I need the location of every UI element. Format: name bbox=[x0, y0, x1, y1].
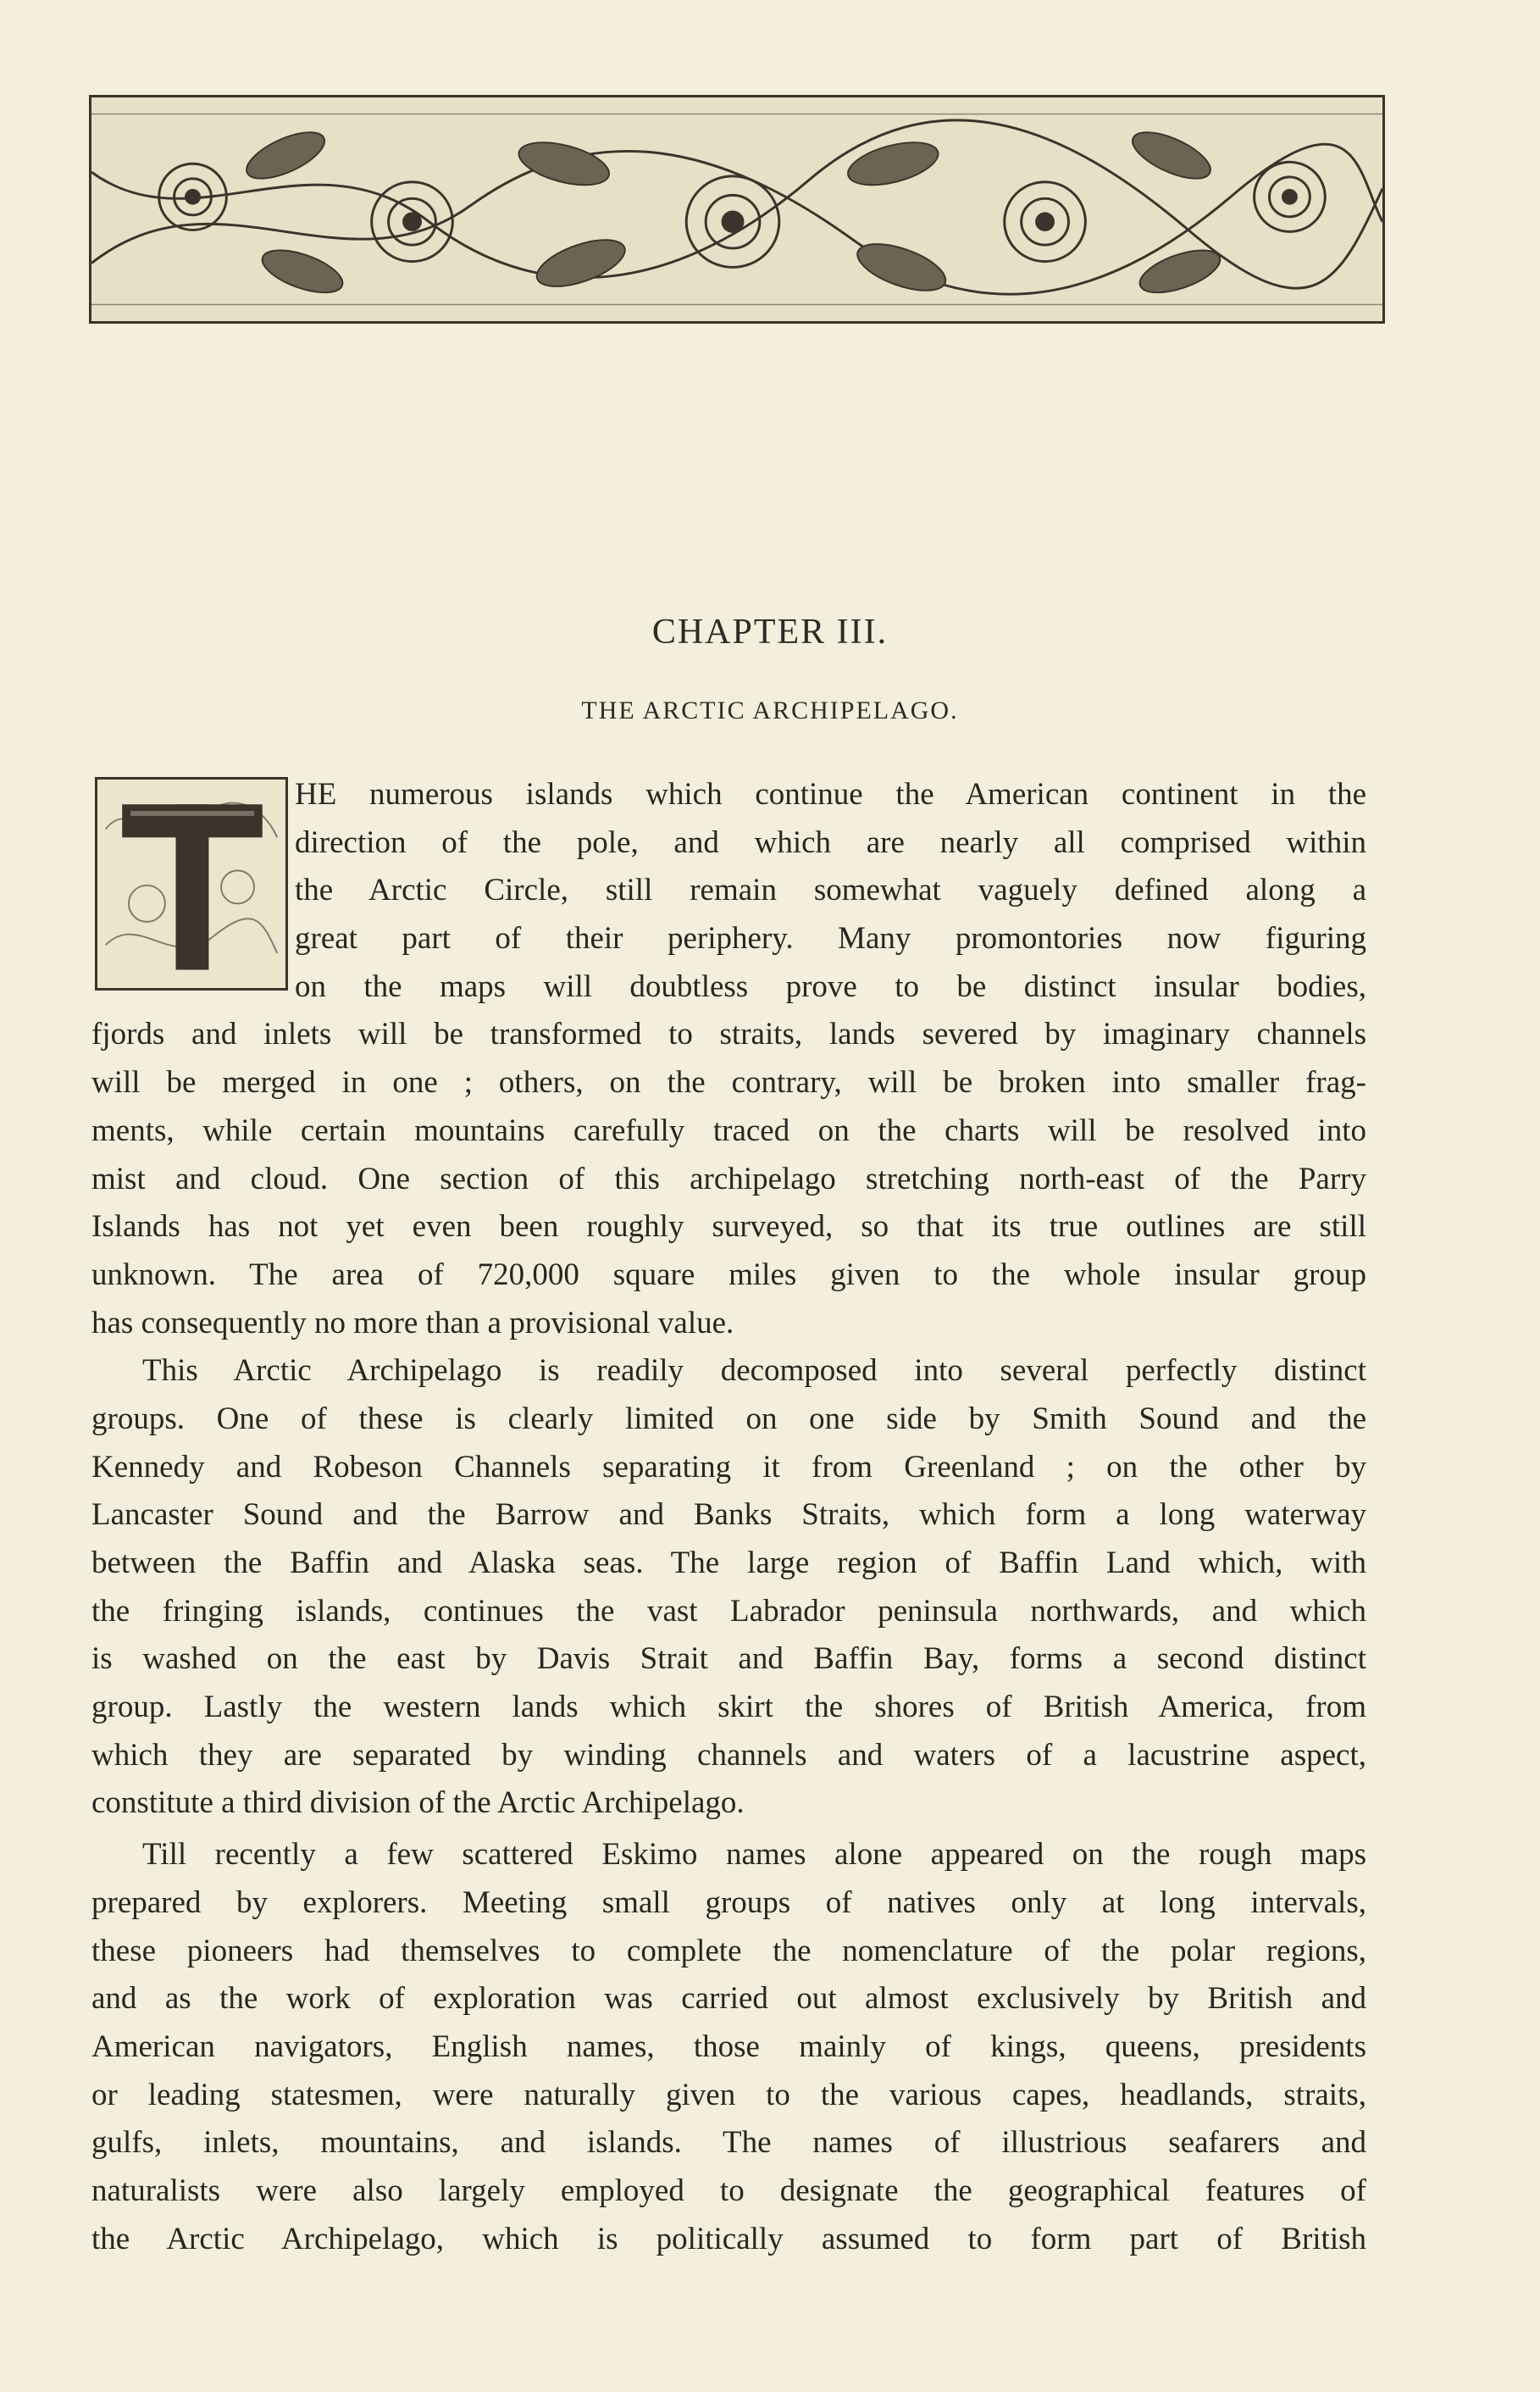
text-line: the fringing islands, continues the vast Labrador peninsula northwards, and which bbox=[91, 1593, 1366, 1629]
rose-vine-icon bbox=[91, 97, 1382, 321]
chapter-body bbox=[91, 771, 1366, 2263]
text-line: mist and cloud. One section of this archipelago stretching north-east of the Parry bbox=[91, 1161, 1366, 1196]
text-line: fjords and inlets will be transformed to straits, lands severed by imaginary channels bbox=[91, 1017, 1366, 1052]
text-line: Islands has not yet even been roughly surveyed, so that its true outlines are still bbox=[91, 1209, 1366, 1245]
text-line: groups. One of these is clearly limited on one side by Smith Sound and the bbox=[91, 1401, 1366, 1436]
text-line: is washed on the east by Davis Strait and Baffin Bay, forms a second distinct bbox=[91, 1641, 1366, 1677]
text-line: which they are separated by winding channels and waters of a lacustrine aspect, bbox=[91, 1737, 1366, 1773]
text-line: constitute a third division of the Arctic Archipelago. bbox=[91, 1785, 745, 1821]
text-line: group. Lastly the western lands which skirt the shores of British America, from bbox=[91, 1690, 1366, 1725]
text-line: and as the work of exploration was carried out almost exclusively by British and bbox=[91, 1981, 1366, 2017]
text-line: will be merged in one ; others, on the contrary, will be broken into smaller frag- bbox=[91, 1065, 1366, 1101]
text-line: Kennedy and Robeson Channels separating it from Greenland ; on the other by bbox=[91, 1449, 1366, 1485]
text-line: direction of the pole, and which are nearly all comprised within bbox=[295, 824, 1366, 860]
text-line: the Arctic Archipelago, which is politically assumed to form part of British bbox=[91, 2221, 1366, 2256]
text-line: Till recently a few scattered Eskimo names alone appeared on the rough maps bbox=[142, 1837, 1366, 1873]
floral-headpiece-ornament bbox=[89, 95, 1385, 324]
text-line: on the maps will doubtless prove to be distinct insular bodies, bbox=[295, 968, 1366, 1004]
text-line: unknown. The area of 720,000 square miles given to the whole insular group bbox=[91, 1257, 1366, 1292]
text-line: gulfs, inlets, mountains, and islands. The names of illustrious seafarers and bbox=[91, 2125, 1366, 2161]
text-line: ments, while certain mountains carefully traced on the charts will be resolved into bbox=[91, 1113, 1366, 1148]
text-line: American navigators, English names, those mainly of kings, queens, presidents bbox=[91, 2028, 1366, 2064]
text-line: This Arctic Archipelago is readily decomposed into several perfectly distinct bbox=[142, 1353, 1366, 1389]
text-line: Lancaster Sound and the Barrow and Banks Straits, which form a long waterway bbox=[91, 1497, 1366, 1533]
text-line: great part of their periphery. Many promontories now figuring bbox=[295, 921, 1366, 957]
paragraph-1 bbox=[91, 771, 1366, 1347]
paragraph-2 bbox=[91, 1347, 1366, 1828]
text-line: naturalists were also largely employed to designate the geographical features of bbox=[91, 2173, 1366, 2208]
text-line: the Arctic Circle, still remain somewhat vaguely defined along a bbox=[295, 873, 1366, 908]
text-line: these pioneers had themselves to complete the nomenclature of the polar regions, bbox=[91, 1933, 1366, 1968]
chapter-subtitle: THE ARCTIC ARCHIPELAGO. bbox=[581, 697, 959, 724]
chapter-title: CHAPTER III. bbox=[651, 613, 889, 652]
paragraph-3 bbox=[91, 1831, 1366, 2263]
text-line: HE numerous islands which continue the American continent in the bbox=[295, 777, 1366, 812]
text-line: or leading statesmen, were naturally given to the various capes, headlands, straits, bbox=[91, 2077, 1366, 2112]
text-line: prepared by explorers. Meeting small groups of natives only at long intervals, bbox=[91, 1884, 1366, 1920]
text-line: between the Baffin and Alaska seas. The large region of Baffin Land which, with bbox=[91, 1546, 1366, 1580]
text-line: has consequently no more than a provisional value. bbox=[91, 1305, 734, 1340]
